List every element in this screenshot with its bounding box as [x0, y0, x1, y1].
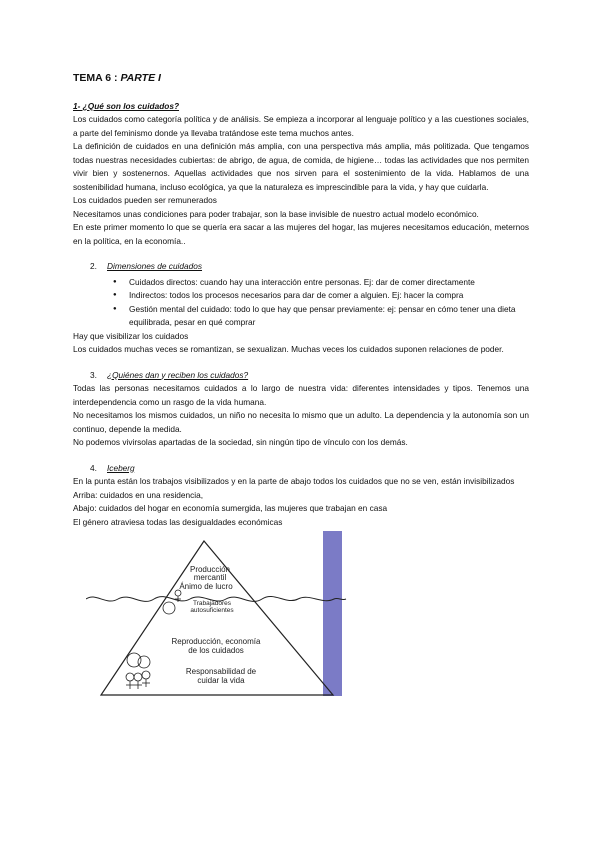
- section-4-paragraph: En la punta están los trabajos visibilizados y en la parte de abajo todos los cuidados que no se ven, están invisibilizados: [73, 476, 515, 486]
- low-label: Reproducción, economía: [171, 637, 261, 646]
- section-4-paragraph: El género atraviesa todas las desigualdades económicas: [73, 516, 283, 527]
- people-group-icon: [126, 653, 150, 689]
- list-item: ● Indirectos: todos los procesos necesarios para dar de comer a alguien. Ej: hacer la compra: [73, 289, 529, 303]
- section-4-paragraph: Arriba: cuidados en una residencia,: [73, 489, 204, 500]
- document-page: [73, 72, 529, 699]
- section-1-paragraph: La definición de cuidados en una definición más amplia, con una perspectiva más amplia, más politizada. Que tengamos todas nuestras necesidades cubiertas: de abrigo, de agua, de comida, de higiene… todas las actividades que nos permiten vivir bien y sostenernos. Aquellas actividades que nos sirven para el sostenimiento de la vida. Hablamos de una sostenibilidad humana, incluso ecológica, ya que la naturaleza es imprescindible para la vida, y hay que cuidarla.: [73, 141, 529, 192]
- list-item: ● Cuidados directos: cuando hay una interacción entre personas. Ej: dar de comer directamente: [73, 276, 529, 290]
- section-3-paragraph: No podemos vivirsolas apartadas de la sociedad, sin ningún tipo de vínculo con los demás.: [73, 437, 408, 447]
- list-item: ● Gestión mental del cuidado: todo lo que hay que pensar previamente: ej: pensar en cómo tener una dieta equilibrada, pesar en qué comprar: [73, 303, 529, 330]
- mid-label: Trabajadores: [192, 600, 232, 607]
- section-3-paragraph: No necesitamos los mismos cuidados, un niño no necesita lo mismo que un adulto. La dependencia y la autonomía son un continuo, depende la medida.: [73, 410, 529, 434]
- section-1-heading: 1- ¿Qué son los cuidados?: [73, 100, 180, 111]
- mid-label: autosuficientes: [190, 607, 234, 614]
- top-label: Ánimo de lucro: [179, 582, 233, 591]
- section-4-heading: 4. Iceberg: [90, 462, 135, 473]
- section-3-heading: 3. ¿Quiénes dan y reciben los cuidados?: [90, 369, 249, 380]
- dimensions-list: [73, 276, 529, 330]
- section-1-paragraph: Necesitamos unas condiciones para poder trabajar, son la base invisible de nuestro actual modelo económico.: [73, 208, 479, 219]
- section-1-paragraph: Los cuidados pueden ser remunerados: [73, 195, 217, 205]
- person-icon: [163, 602, 175, 614]
- accent-bar: [323, 531, 342, 696]
- section-4-paragraph: Abajo: cuidados del hogar en economía sumergida, las mujeres que trabajan en casa: [73, 503, 388, 513]
- section-2-paragraph: Los cuidados muchas veces se romantizan, se sexualizan. Muchas veces los cuidados suponen relaciones de poder.: [73, 344, 504, 354]
- base-label: Responsabilidad de: [185, 667, 257, 676]
- top-label: mercantil: [193, 573, 227, 582]
- top-label: Producción: [189, 565, 231, 574]
- section-3-paragraph: Todas las personas necesitamos cuidados a lo largo de nuestra vida: diferentes intensidades y tipos. Tenemos una interdependencia como un rasgo de la vida humana.: [73, 383, 529, 407]
- low-label: de los cuidados: [188, 646, 244, 655]
- section-2-heading: 2. Dimensiones de cuidados: [90, 261, 203, 271]
- iceberg-diagram: [86, 529, 356, 699]
- iceberg-figure: [86, 529, 356, 699]
- base-label: cuidar la vida: [197, 676, 245, 685]
- page-title: TEMA 6 : PARTE I: [73, 72, 161, 84]
- section-1-paragraph: En este primer momento lo que se quería era sacar a las mujeres del hogar, las mujeres necesitamos educación, meternos en la política, en la economía..: [73, 222, 529, 246]
- section-2-paragraph: Hay que visibilizar los cuidados: [73, 330, 189, 341]
- section-1-paragraph: Los cuidados como categoría política y de análisis. Se empieza a incorporar al lenguaje político y a las cuestiones sociales, a parte del feminismo donde ya llevaba tratándose este tema muchos antes.: [73, 114, 529, 138]
